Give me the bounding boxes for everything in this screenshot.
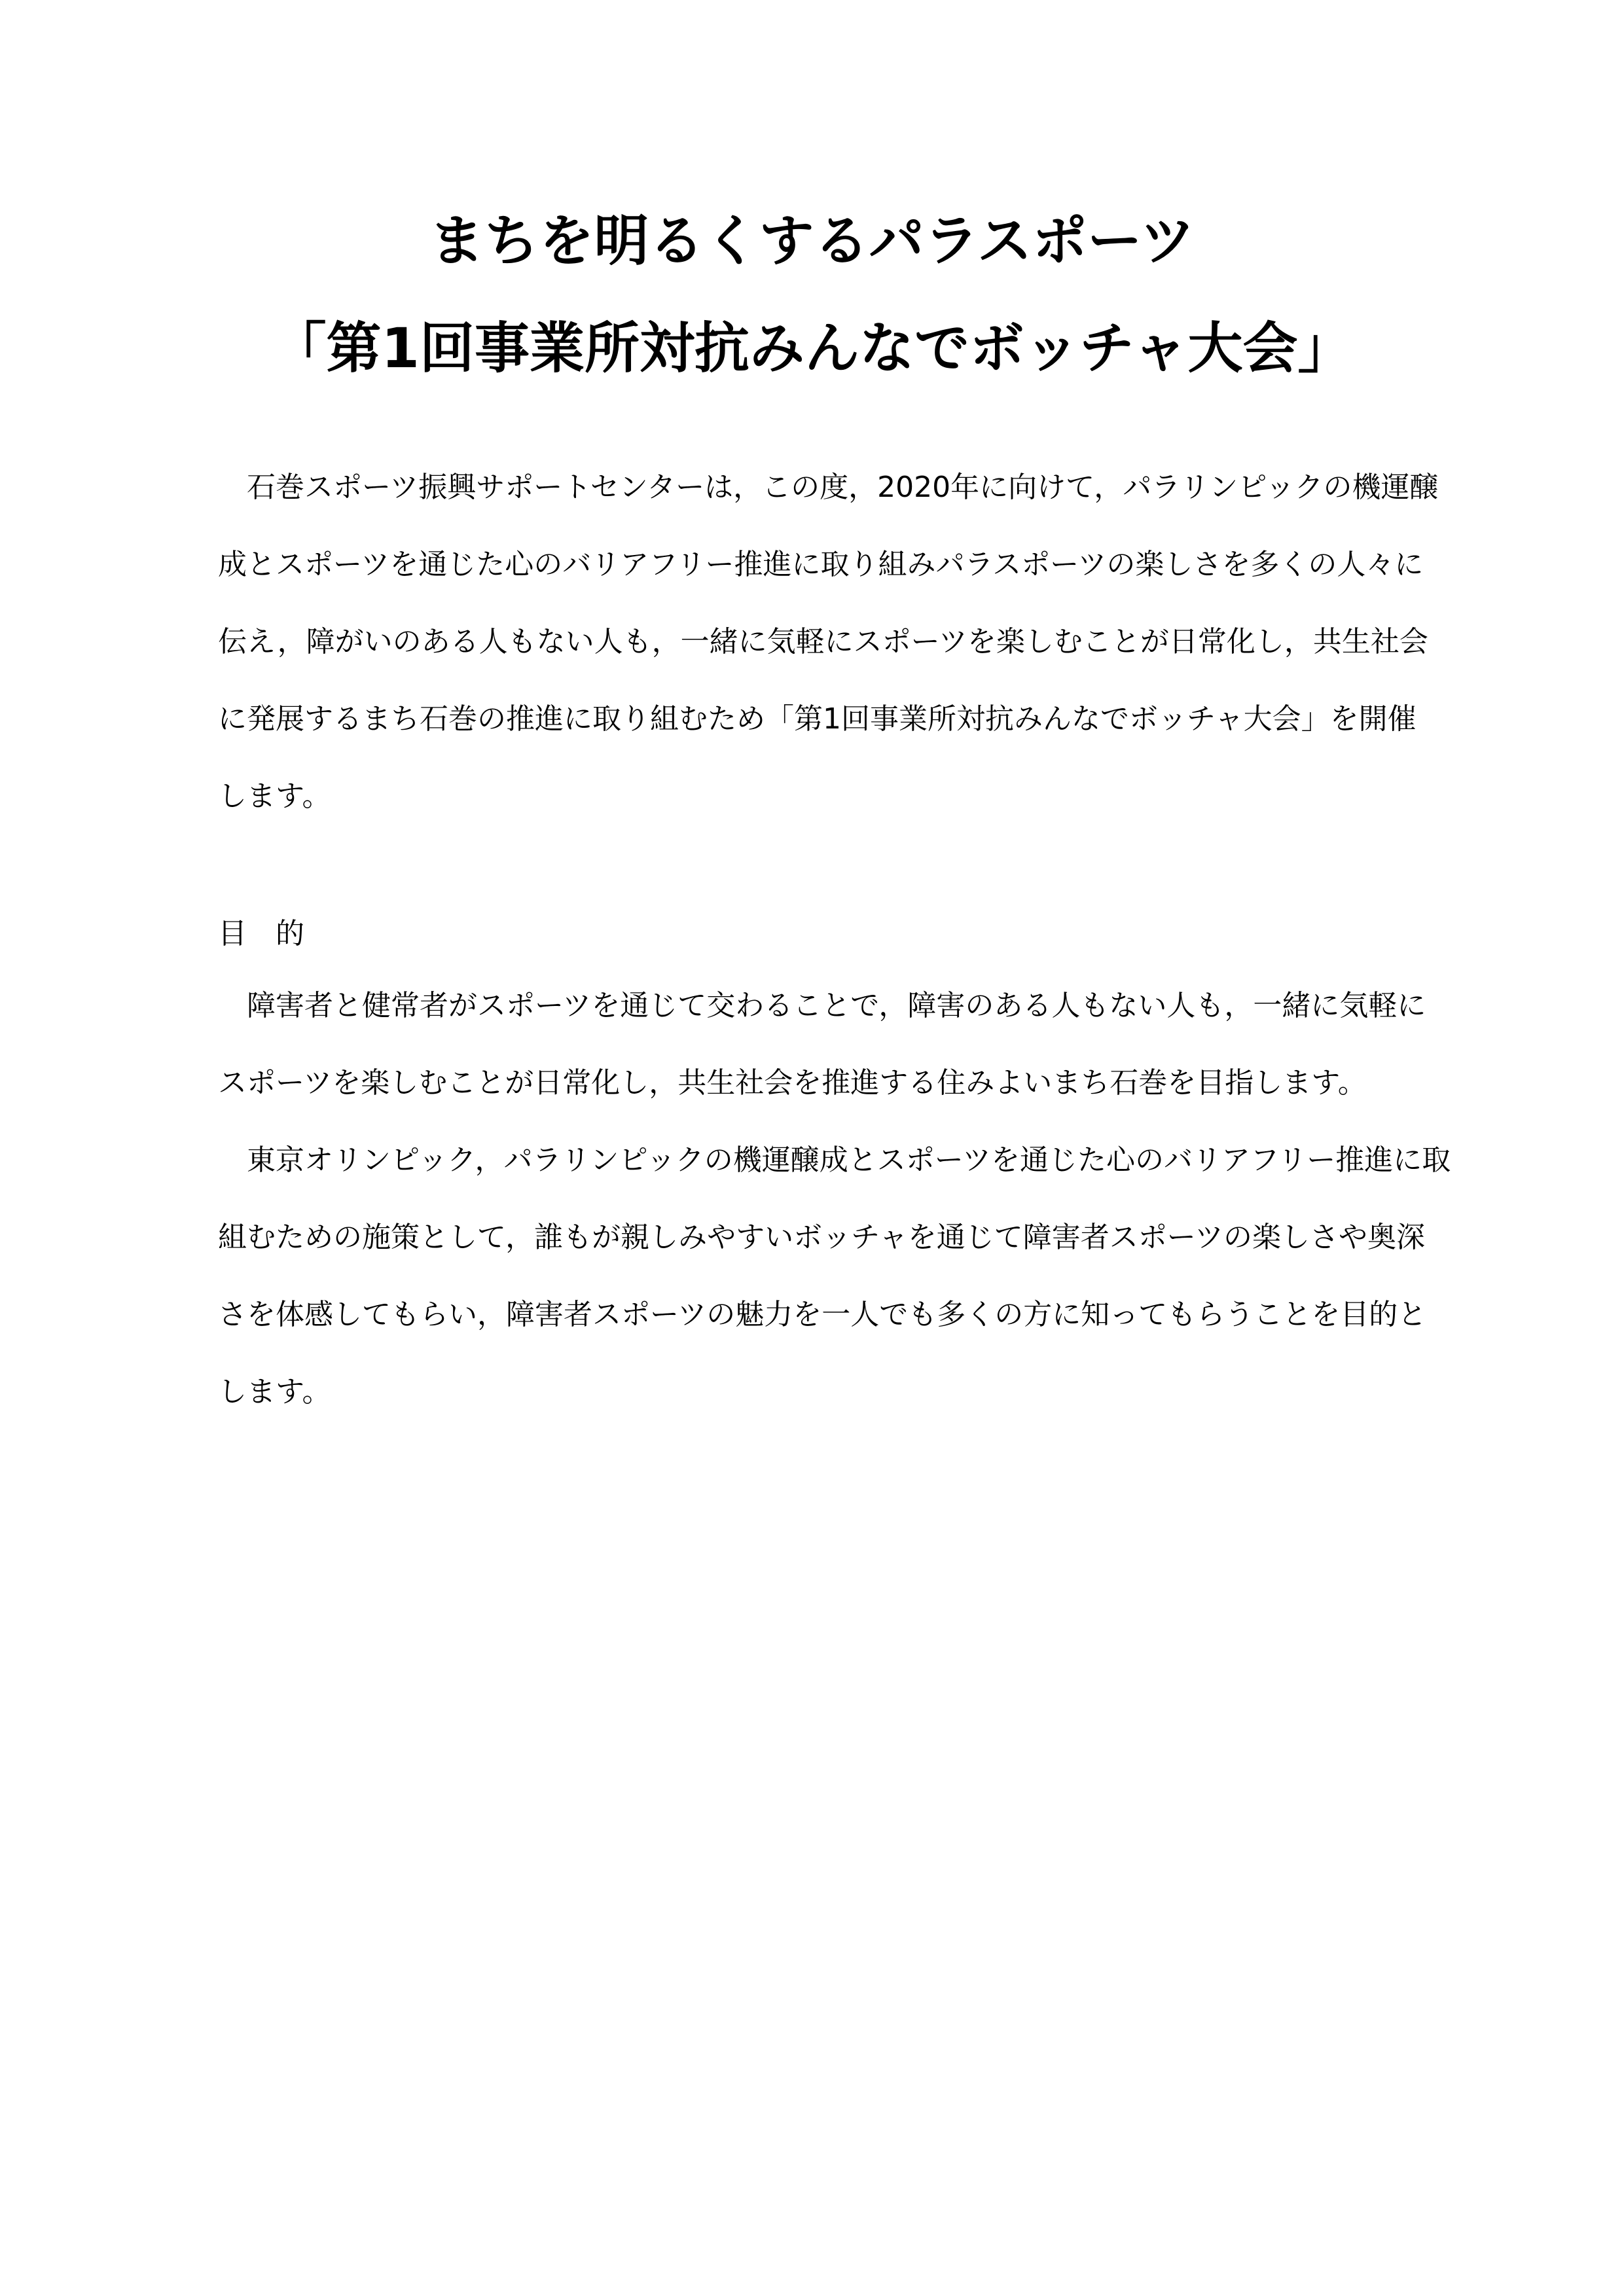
purpose-line: 障害者と健常者がスポーツを通じて交わることで，障害のある人もない人も，一緒に気軽に (247, 989, 1426, 1022)
purpose-line: します。 (218, 1375, 331, 1408)
intro-line: に発展するまち石巻の推進に取り組むため「第1回事業所対抗みんなでボッチャ大会」を開催 (218, 702, 1416, 736)
title-block (0, 208, 1624, 381)
intro-paragraph (218, 469, 1439, 855)
purpose-line: 東京オリンピック，パラリンピックの機運醸成とスポーツを通じた心のバリアフリー推進に取 (247, 1143, 1451, 1177)
intro-line: 成とスポーツを通じた心のバリアフリー推進に取り組みパラスポーツの楽しさを多くの人々に (218, 548, 1424, 581)
purpose-line: スポーツを楽しむことが日常化し，共生社会を推進する住みよいまち石巻を目指します。 (218, 1066, 1367, 1100)
purpose-paragraph (218, 987, 1451, 1450)
intro-line: します。 (218, 780, 331, 813)
purpose-line: さを体感してもらい，障害者スポーツの魅力を一人でも多くの方に知ってもらうことを目的と (218, 1298, 1427, 1331)
intro-line: 伝え，障がいのある人もない人も，一緒に気軽にスポーツを楽しむことが日常化し，共生社会 (218, 625, 1428, 658)
purpose-line: 組むための施策として，誰もが親しみやすいボッチャを通じて障害者スポーツの楽しさや奥深 (218, 1221, 1426, 1254)
intro-line: 石巻スポーツ振興サポートセンターは，この度，2020年に向けて，パラリンピックの機運醸 (247, 471, 1439, 504)
purpose-heading: 目 的 (218, 917, 304, 950)
title-line-1: まちを明るくするパラスポーツ (429, 209, 1195, 273)
title-line-2: 「第1回事業所対抗みんなでボッチャ大会」 (271, 316, 1353, 380)
